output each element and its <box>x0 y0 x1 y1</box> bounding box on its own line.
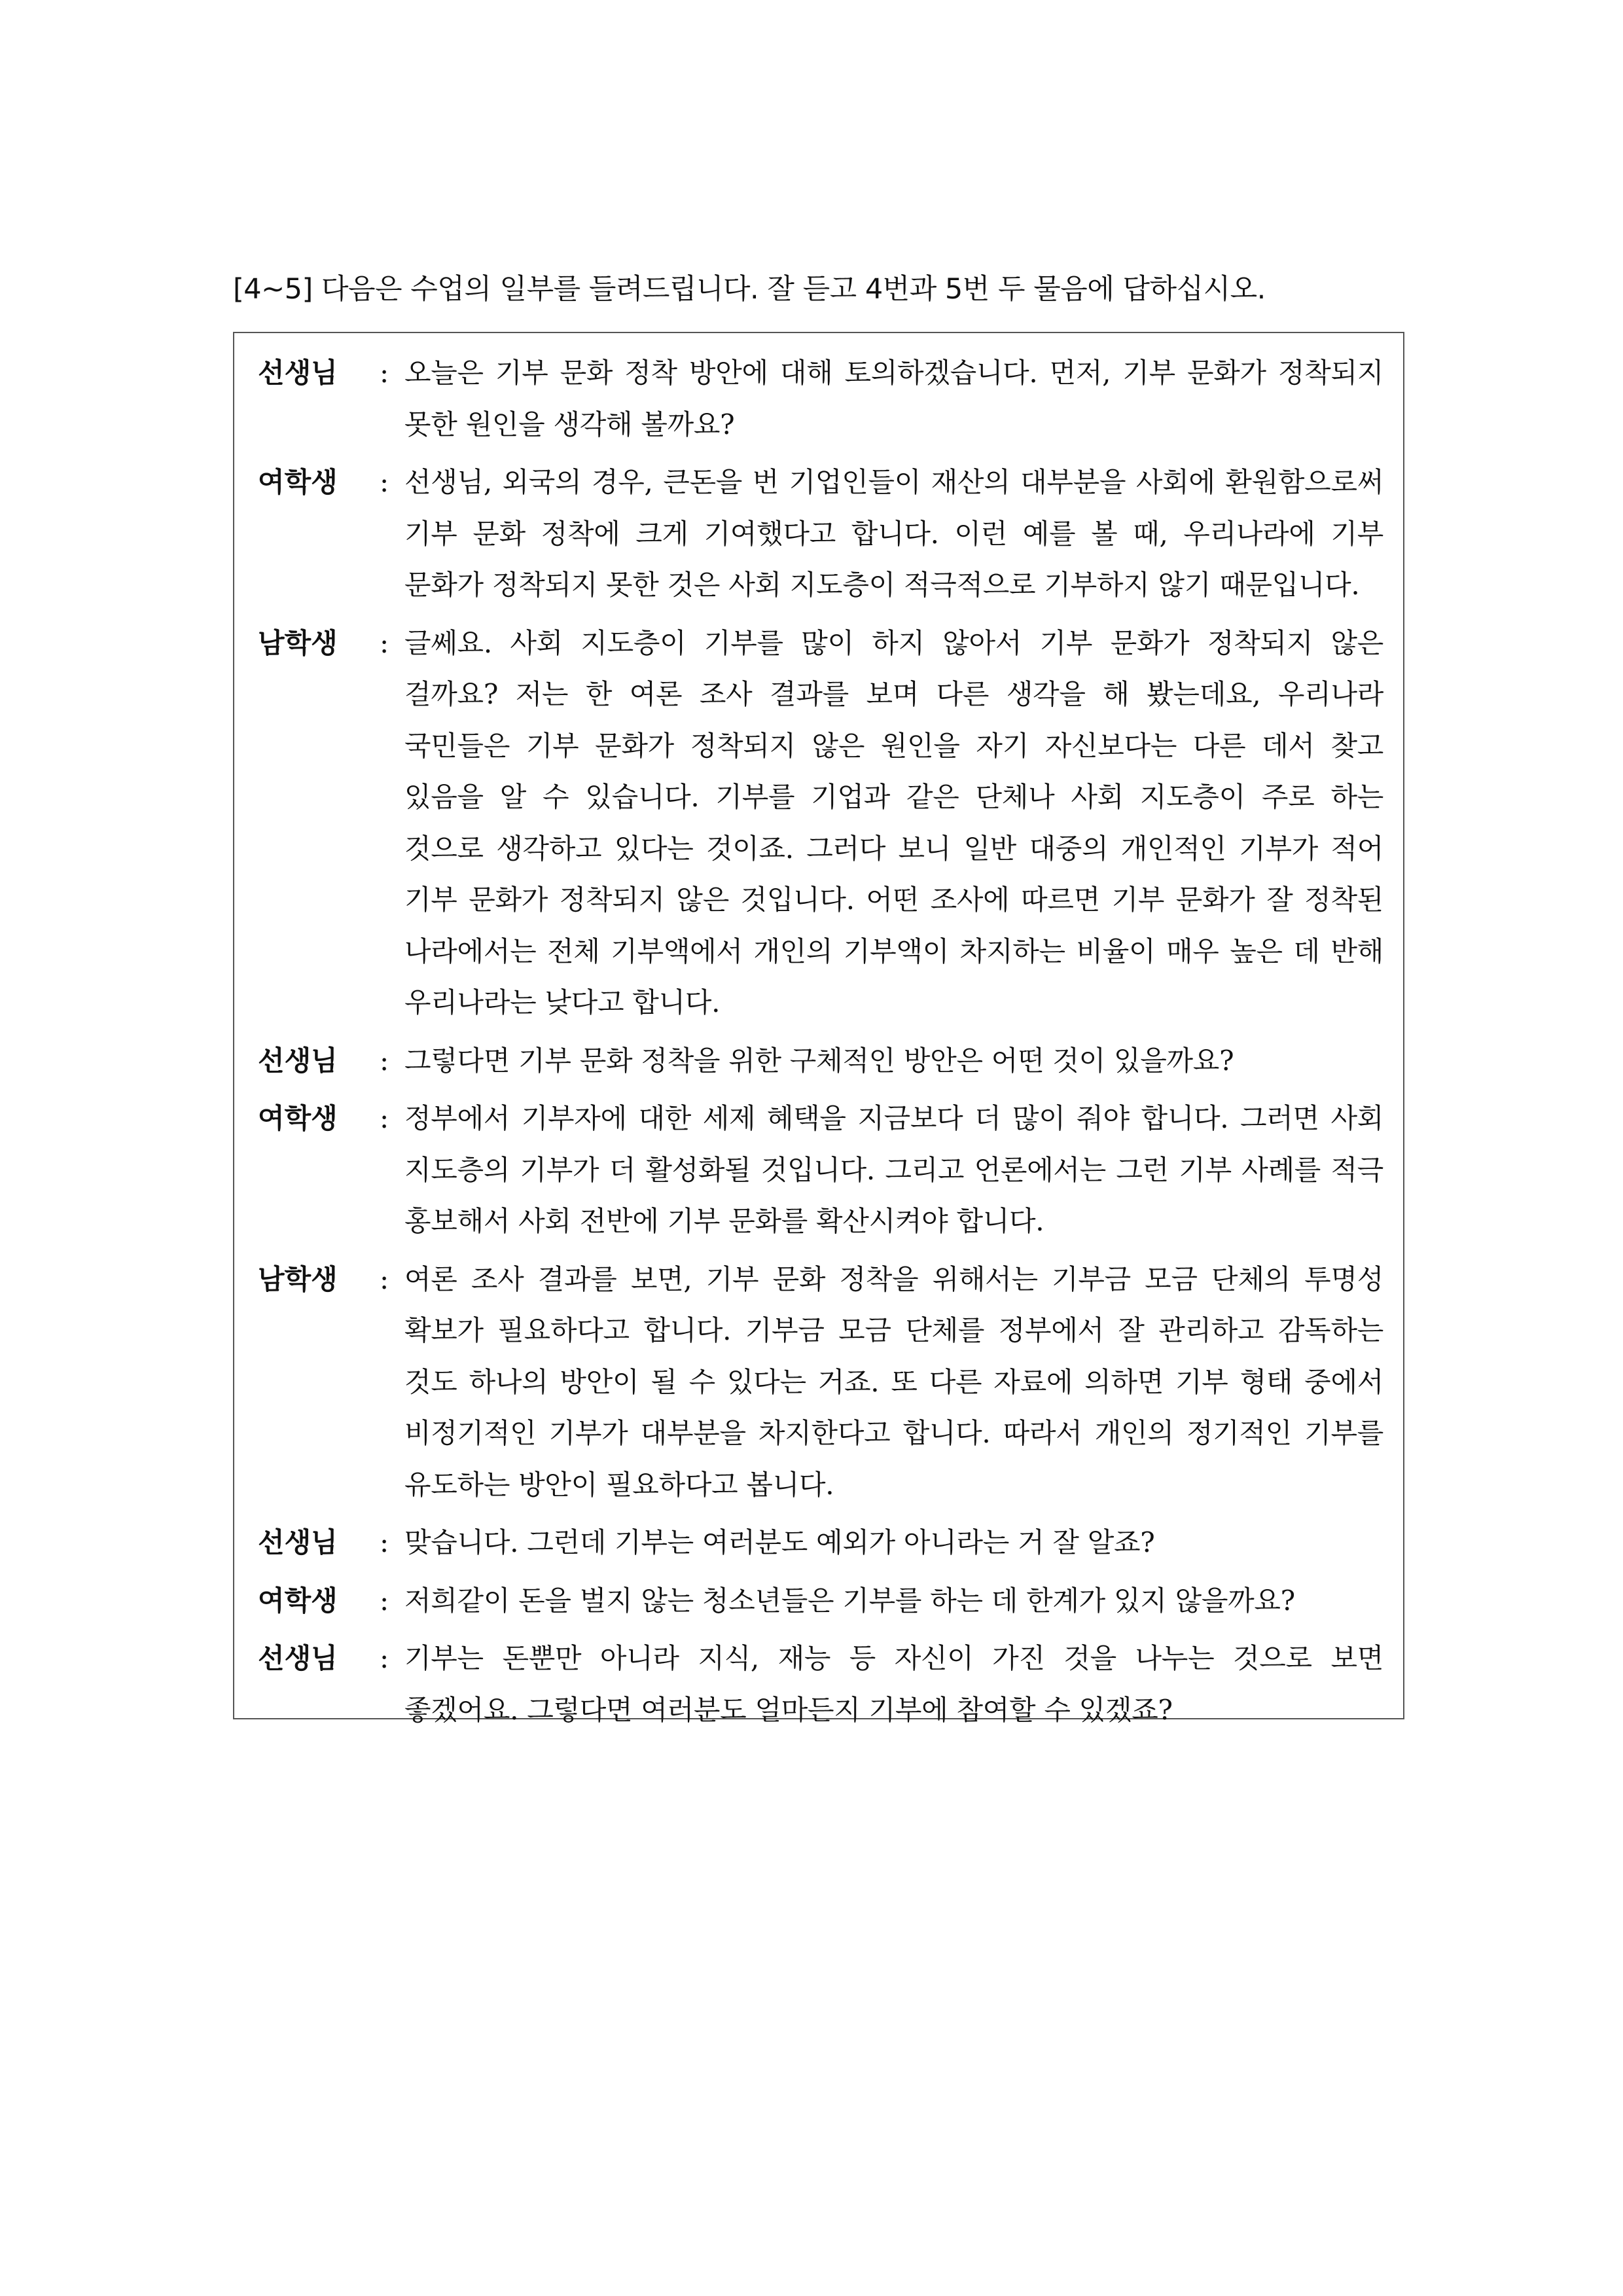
dialogue-turn <box>258 457 1383 611</box>
speaker-separator: : <box>380 1263 389 1295</box>
speech-text: 정부에서 기부자에 대한 세제 혜택을 지금보다 더 많이 줘야 합니다. 그러면 사회 지도층의 기부가 더 활성화될 것입니다. 그리고 언론에서는 그런 기부 사례를 적극 홍보해서 사회 전반에 기부 문화를 확산시켜야 합니다. <box>404 1102 1383 1237</box>
question-instruction: [4~5] 다음은 수업의 일부를 들려드립니다. 잘 듣고 4번과 5번 두 물음에 답하십시오. <box>233 273 1266 306</box>
speaker-label: 남학생 <box>258 1263 338 1295</box>
speech-text: 여론 조사 결과를 보면, 기부 문화 정착을 위해서는 기부금 모금 단체의 투명성 확보가 필요하다고 합니다. 기부금 모금 단체를 정부에서 잘 관리하고 감독하는 것도 하나의 방안이 될 수 있다는 거죠. 또 다른 자료에 의하면 기부 형태 중에서 비정기적인 기부가 대부분을 차지한다고 합니다. 따라서 개인의 정기적인 기부를 유도하는 방안이 필요하다고 봅니다. <box>404 1263 1383 1501</box>
speech-text: 선생님, 외국의 경우, 큰돈을 번 기업인들이 재산의 대부분을 사회에 환원함으로써 기부 문화 정착에 크게 기여했다고 합니다. 이런 예를 볼 때, 우리나라에 기부 문화가 정착되지 못한 것은 사회 지도층이 적극적으로 기부하지 않기 때문입니다. <box>404 466 1383 601</box>
speaker-separator: : <box>380 1102 389 1134</box>
speaker-label: 선생님 <box>258 357 338 389</box>
dialogue-turn <box>258 1035 1383 1087</box>
speaker-separator: : <box>380 626 389 659</box>
speaker-separator: : <box>380 1642 389 1674</box>
speaker-label: 남학생 <box>258 626 338 659</box>
speaker-separator: : <box>380 1526 389 1558</box>
speaker-label: 여학생 <box>258 466 338 498</box>
speech-text: 오늘은 기부 문화 정착 방안에 대해 토의하겠습니다. 먼저, 기부 문화가 정착되지 못한 원인을 생각해 볼까요? <box>404 357 1383 440</box>
dialogue-box <box>233 332 1404 1726</box>
speaker-separator: : <box>380 357 389 389</box>
dialogue-turn <box>258 348 1383 450</box>
speaker-label: 선생님 <box>258 1642 338 1674</box>
speaker-label: 선생님 <box>258 1526 338 1558</box>
speech-text: 저희같이 돈을 벌지 않는 청소년들은 기부를 하는 데 한계가 있지 않을까요? <box>404 1584 1295 1617</box>
speaker-label: 여학생 <box>258 1584 338 1617</box>
dialogue-turn <box>258 1517 1383 1569</box>
speaker-separator: : <box>380 1044 389 1077</box>
dialogue-turn <box>258 618 1383 1029</box>
speech-text: 그렇다면 기부 문화 정착을 위한 구체적인 방안은 어떤 것이 있을까요? <box>404 1044 1234 1077</box>
dialogue-turn <box>258 1633 1383 1736</box>
speaker-separator: : <box>380 466 389 498</box>
speaker-label: 선생님 <box>258 1044 338 1077</box>
speaker-label: 여학생 <box>258 1102 338 1134</box>
dialogue-turn <box>258 1254 1383 1511</box>
dialogue-turn <box>258 1575 1383 1627</box>
dialogue-turn <box>258 1093 1383 1247</box>
speech-text: 기부는 돈뿐만 아니라 지식, 재능 등 자신이 가진 것을 나누는 것으로 보면 좋겠어요. 그렇다면 여러분도 얼마든지 기부에 참여할 수 있겠죠? <box>404 1642 1383 1726</box>
speech-text: 글쎄요. 사회 지도층이 기부를 많이 하지 않아서 기부 문화가 정착되지 않은 걸까요? 저는 한 여론 조사 결과를 보며 다른 생각을 해 봤는데요, 우리나라 국민들은 기부 문화가 정착되지 않은 원인을 자기 자신보다는 다른 데서 찾고 있음을 알 수 있습니다. 기부를 기업과 같은 단체나 사회 지도층이 주로 하는 것으로 생각하고 있다는 것이죠. 그러다 보니 일반 대중의 개인적인 기부가 적어 기부 문화가 정착되지 않은 것입니다. 어떤 조사에 따르면 기부 문화가 잘 정착된 나라에서는 전체 기부액에서 개인의 기부액이 차지하는 비율이 매우 높은 데 반해 우리나라는 낮다고 합니다. <box>404 626 1383 1018</box>
speech-text: 맞습니다. 그런데 기부는 여러분도 예외가 아니라는 거 잘 알죠? <box>404 1526 1155 1558</box>
speaker-separator: : <box>380 1584 389 1617</box>
